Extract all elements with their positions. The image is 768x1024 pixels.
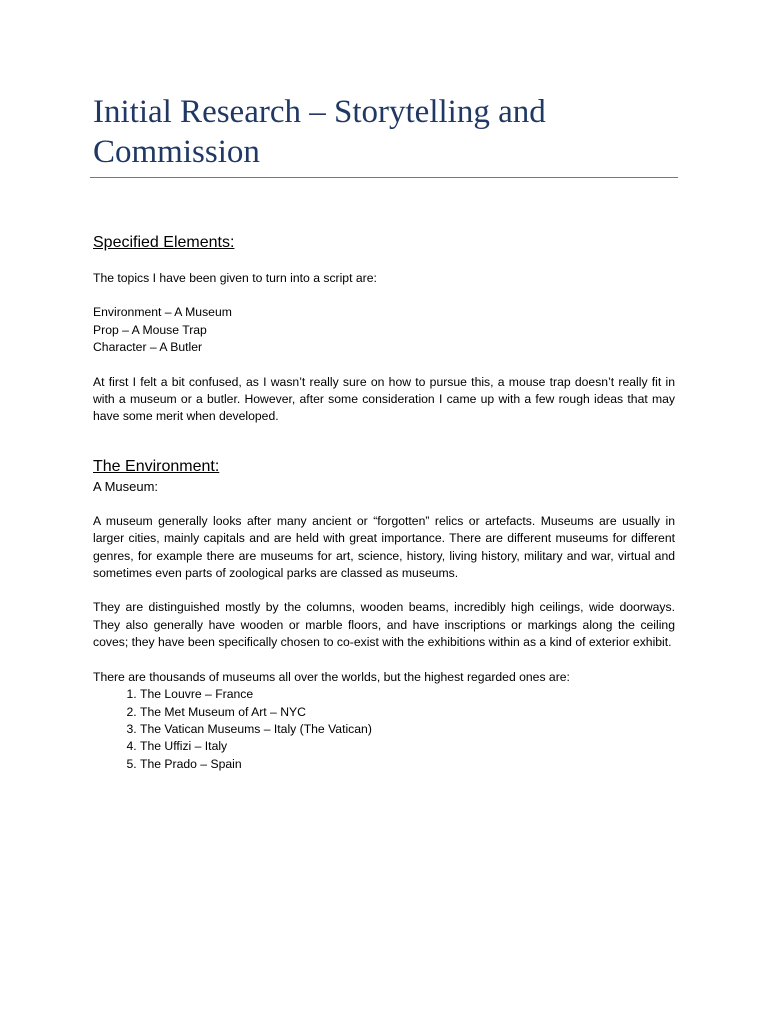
- title-underline-rule: [90, 177, 678, 178]
- list-item: 1. The Louvre – France: [140, 686, 675, 703]
- environment-subheading: A Museum:: [93, 478, 159, 494]
- specified-elements-heading: Specified Elements:: [93, 234, 235, 251]
- document-body: [93, 232, 675, 773]
- specified-intro: The topics I have been given to turn into a script are:: [93, 271, 377, 285]
- environment-heading: The Environment:: [93, 457, 220, 475]
- list-item: 2. The Met Museum of Art – NYC: [140, 704, 675, 721]
- list-item: 5. The Prado – Spain: [140, 756, 675, 773]
- museums-list-intro: There are thousands of museums all over the worlds, but the highest regarded ones are:: [93, 669, 570, 684]
- topic-environment: Environment – A Museum: [93, 305, 232, 320]
- topic-prop: Prop – A Mouse Trap: [93, 322, 207, 337]
- environment-paragraph-2: They are distinguished mostly by the columns, wooden beams, incredibly high ceilings, wide doorways. They also generally have wooden or marble floors, and have inscriptions or markings along the ceiling coves; they have been specifically chosen to co-exist with the exhibitions within as a kind of exterior exhibit.: [93, 600, 675, 650]
- environment-paragraph-1: A museum generally looks after many ancient or “forgotten” relics or artefacts. Museums are usually in larger cities, mainly capitals and are held with great importance. There are different museums for different genres, for example there are museums for art, science, history, living history, military and war, virtual and sometimes even parts of zoological parks are classed as museums.: [93, 513, 675, 581]
- museums-list: [93, 686, 675, 773]
- list-item: 4. The Uffizi – Italy: [140, 738, 675, 755]
- page-title: Initial Research – Storytelling and Commission: [93, 94, 546, 170]
- topic-character: Character – A Butler: [93, 340, 203, 355]
- topics-list: [93, 304, 675, 356]
- list-item: 3. The Vatican Museums – Italy (The Vatican): [140, 721, 675, 738]
- specified-paragraph: At first I felt a bit confused, as I wasn’t really sure on how to pursue this, a mouse trap doesn’t really fit in with a museum or a butler. However, after some consideration I came up with a few rough ideas that may have some merit when developed.: [93, 374, 675, 424]
